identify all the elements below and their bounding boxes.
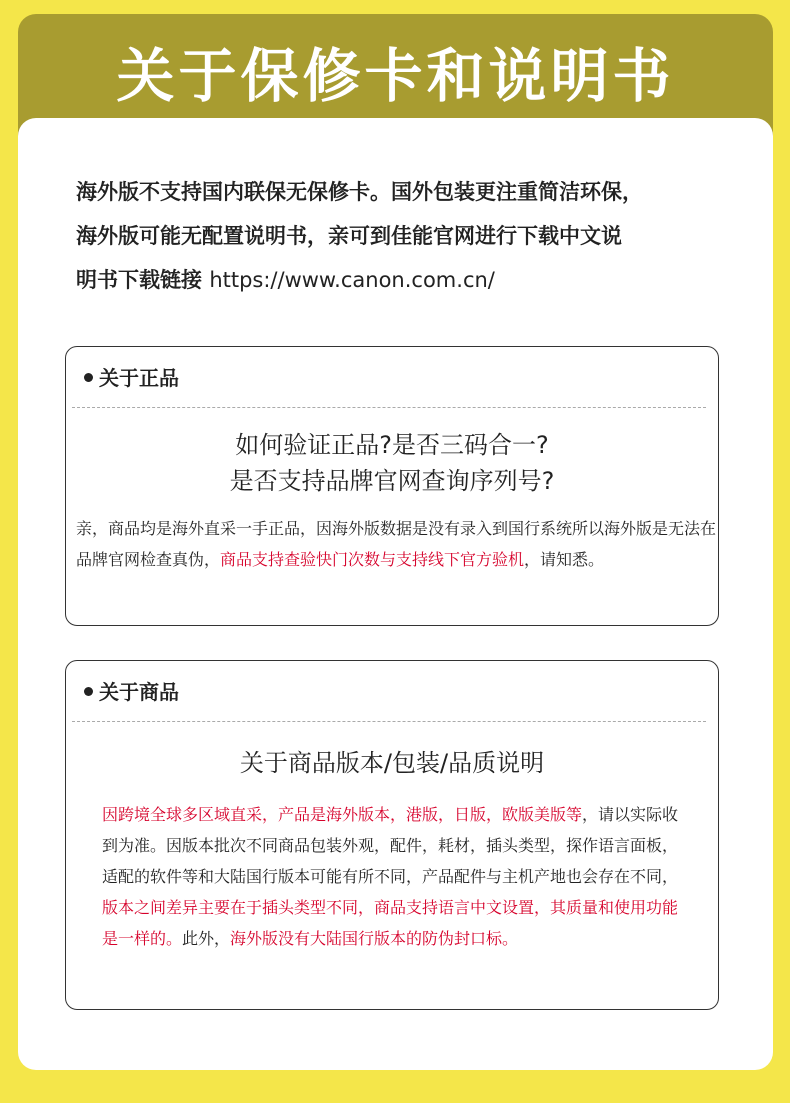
authentic-heading — [84, 363, 179, 393]
intro-line-3-prefix: 明书下载链接 — [76, 268, 210, 292]
authentic-section — [65, 346, 719, 626]
intro-line-3 — [76, 258, 726, 302]
authentic-heading-label: 关于正品 — [99, 366, 179, 390]
product-heading — [84, 677, 179, 707]
authentic-body — [76, 513, 716, 575]
bullet-dot-icon — [84, 373, 93, 382]
product-body-red-2: 版本之间差异主要在于插头类型不同，商品支持语言中文设置，其质量和使用功能是一样的。 — [102, 898, 679, 948]
section-divider — [72, 721, 706, 722]
intro-line-2: 海外版可能无配置说明书，亲可到佳能官网进行下载中文说 — [76, 224, 622, 248]
authentic-body-a: 亲，商品均是海外直采一手正品，因海外版数据是没有录入到国行系统所以海外版是无法在品牌官网检查真伪， — [76, 519, 717, 569]
section-divider — [72, 407, 706, 408]
authentic-body-b: ，请知悉。 — [524, 550, 605, 569]
intro-text — [76, 170, 726, 302]
authentic-body-highlight: 商品支持查验快门次数与支持线下官方验机 — [220, 550, 525, 569]
authentic-question-line-2: 是否支持品牌官网查询序列号? — [229, 467, 555, 495]
product-body-plain-1: ，请以实际收到为准。因版本批次不同商品包装外观，配件，耗材，插头类型，探作语言面板，适配的软件等和大陆国行版本可能有所不同，产品配件与主机产地也会存在不同， — [102, 805, 679, 886]
authentic-question-line-1: 如何验证正品?是否三码合一? — [235, 431, 549, 459]
canon-download-link[interactable]: https://www.canon.com.cn/ — [209, 268, 495, 292]
product-heading-label: 关于商品 — [99, 680, 179, 704]
product-body-plain-2: 此外， — [182, 929, 231, 948]
product-body-red-1: 因跨境全球多区域直采，产品是海外版本，港版，日版，欧版美版等 — [102, 805, 583, 824]
product-title: 关于商品版本/包装/品质说明 — [239, 749, 545, 777]
product-body-red-3: 海外版没有大陆国行版本的防伪封口标。 — [230, 929, 519, 948]
content-card — [18, 118, 773, 1070]
product-body — [102, 799, 692, 954]
bullet-dot-icon — [84, 687, 93, 696]
page-title: 关于保修卡和说明书 — [116, 42, 675, 110]
authentic-question — [66, 427, 718, 499]
intro-line-1: 海外版不支持国内联保无保修卡。国外包装更注重简洁环保， — [76, 180, 643, 204]
product-section — [65, 660, 719, 1010]
